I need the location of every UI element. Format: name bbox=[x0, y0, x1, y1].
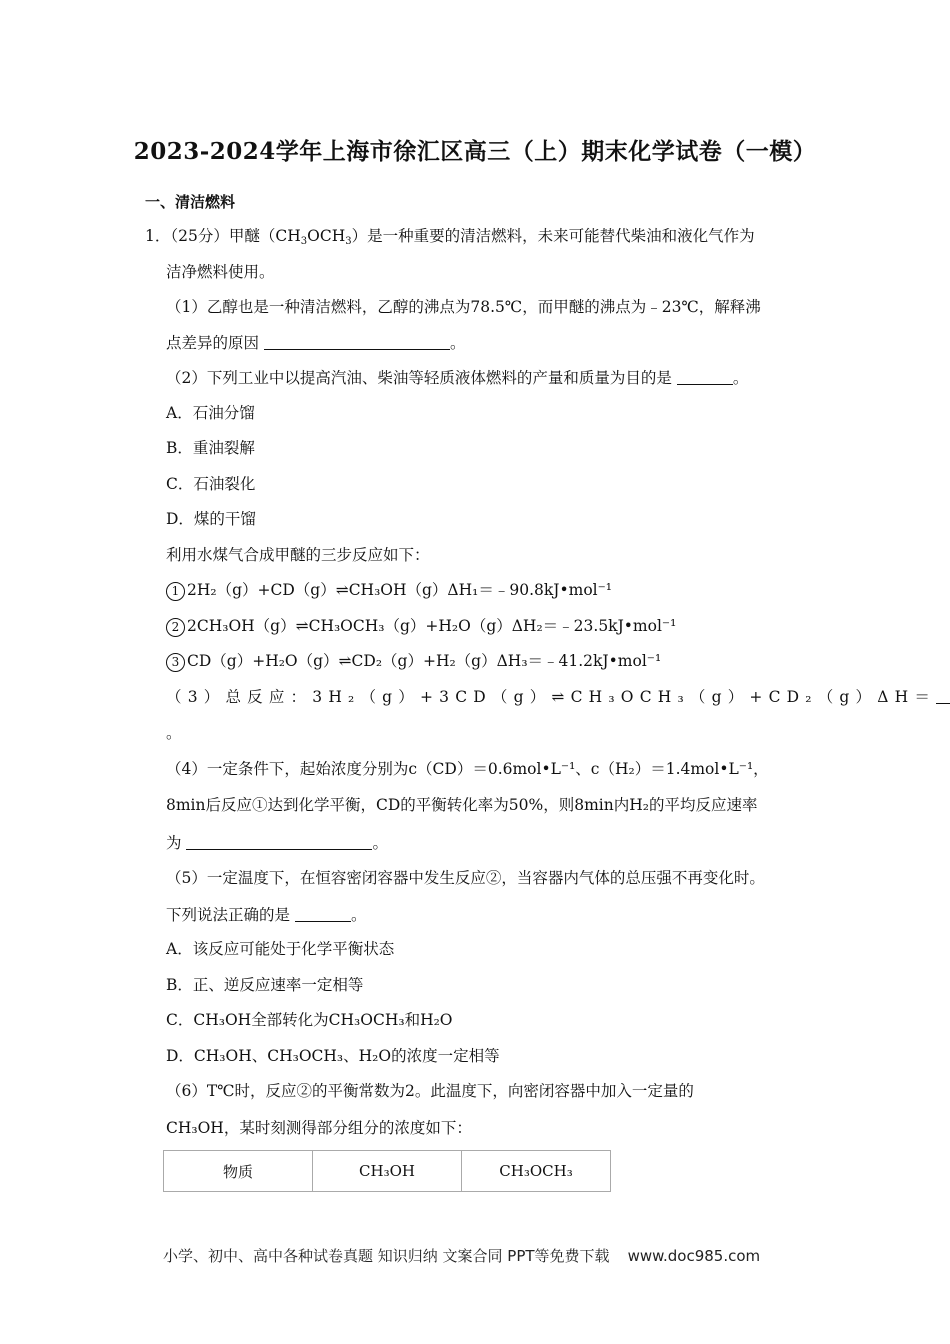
part-5-text: 下列说法正确的是 bbox=[166, 906, 291, 924]
question-1-intro-line2: 洁净燃料使用。 bbox=[166, 263, 275, 281]
part-3-text: （3）总反应：3H₂（g）+3CD（g）⇌CH₃OCH₃（g）+CD₂（g）ΔH＝ bbox=[166, 688, 937, 706]
formula-part: OCH bbox=[307, 227, 346, 245]
part-4-line3: 为 。 bbox=[166, 834, 388, 852]
steps-intro: 利用水煤气合成甲醚的三步反应如下： bbox=[166, 546, 430, 564]
option-a: A．该反应可能处于化学平衡状态 bbox=[166, 940, 395, 958]
option-a: A．石油分馏 bbox=[166, 404, 255, 422]
reaction-1-text: 2H₂（g）+CD（g）⇌CH₃OH（g）ΔH₁＝﹣90.8kJ•mol⁻¹ bbox=[187, 581, 613, 599]
answer-blank[interactable] bbox=[936, 689, 950, 704]
exam-title: 2023-2024学年上海市徐汇区高三（上）期末化学试卷（一模） bbox=[133, 138, 817, 165]
concentration-table bbox=[163, 1150, 611, 1192]
part-1-line2: 点差异的原因 。 bbox=[166, 334, 466, 352]
question-1-intro: 1．（25分）甲醚$(CH_3OCH_3)$是一种重要的清洁燃料，未来可能替代柴油和液化气作为 bbox=[145, 227, 755, 247]
part-2-text: （2）下列工业中以提高汽油、柴油等轻质液体燃料的产量和质量为目的是 bbox=[166, 369, 672, 387]
circle-number-3: 3 bbox=[166, 653, 185, 672]
part-4-line1: （4）一定条件下，起始浓度分别为c（CD）＝0.6mol•L⁻¹、c（H₂）＝1.4mol•L⁻¹， bbox=[166, 760, 769, 778]
part-2: （2）下列工业中以提高汽油、柴油等轻质液体燃料的产量和质量为目的是 。 bbox=[166, 369, 749, 387]
part-4-line2: 8min后反应①达到化学平衡，CD的平衡转化率为50%，则8min内H₂的平均反应速率 bbox=[166, 796, 758, 814]
reaction-2 bbox=[166, 616, 676, 637]
circle-number-1: 1 bbox=[166, 582, 185, 601]
option-d: D．CH₃OH、CH₃OCH₃、H₂O的浓度一定相等 bbox=[166, 1047, 500, 1065]
answer-blank[interactable] bbox=[295, 907, 351, 922]
part-5-line1: （5）一定温度下，在恒容密闭容器中发生反应②，当容器内气体的总压强不再变化时。 bbox=[166, 869, 765, 887]
part-6-line1: （6）T℃时，反应②的平衡常数为2。此温度下，向密闭容器中加入一定量的 bbox=[166, 1082, 694, 1100]
option-b: B．重油裂解 bbox=[166, 439, 255, 457]
table-header-cell: CH₃OH bbox=[313, 1151, 462, 1192]
part-3-end: 。 bbox=[166, 724, 182, 742]
section-heading: 一、清洁燃料 bbox=[145, 193, 236, 211]
question-intro-rest: ）是一种重要的清洁燃料，未来可能替代柴油和液化气作为 bbox=[351, 227, 755, 245]
option-c: C．石油裂化 bbox=[166, 475, 256, 493]
circle-number-2: 2 bbox=[166, 618, 185, 637]
table-header-cell: CH₃OCH₃ bbox=[462, 1151, 611, 1192]
answer-blank[interactable] bbox=[186, 835, 372, 850]
reaction-2-text: 2CH₃OH（g）⇌CH₃OCH₃（g）+H₂O（g）ΔH₂＝﹣23.5kJ•mol⁻¹ bbox=[187, 617, 677, 635]
footer bbox=[163, 1245, 760, 1266]
table-row bbox=[164, 1151, 611, 1192]
option-b: B．正、逆反应速率一定相等 bbox=[166, 976, 364, 994]
option-d: D．煤的干馏 bbox=[166, 510, 256, 528]
answer-blank[interactable] bbox=[264, 335, 450, 350]
question-number: 1． bbox=[145, 227, 171, 245]
reaction-3-text: CD（g）+H₂O（g）⇌CD₂（g）+H₂（g）ΔH₃＝﹣41.2kJ•mol⁻¹ bbox=[187, 652, 662, 670]
option-c: C．CH₃OH全部转化为CH₃OCH₃和H₂O bbox=[166, 1011, 453, 1029]
part-4-text: 为 bbox=[166, 834, 182, 852]
part-5-line2: 下列说法正确的是 。 bbox=[166, 906, 367, 924]
table-header-cell: 物质 bbox=[164, 1151, 313, 1192]
reaction-3 bbox=[166, 651, 661, 672]
answer-blank[interactable] bbox=[677, 370, 733, 385]
formula-part: CH bbox=[275, 227, 301, 245]
question-score: （25分）甲醚（ bbox=[170, 227, 276, 245]
part-1-text: 点差异的原因 bbox=[166, 334, 260, 352]
footer-url[interactable]: www.doc985.com bbox=[627, 1247, 761, 1265]
footer-text: 小学、初中、高中各种试卷真题 知识归纳 文案合同 PPT等免费下载 bbox=[163, 1247, 610, 1265]
part-1-line1: （1）乙醇也是一种清洁燃料，乙醇的沸点为78.5℃，而甲醚的沸点为﹣23℃，解释沸 bbox=[166, 298, 761, 316]
reaction-1 bbox=[166, 580, 612, 601]
part-6-line2: CH₃OH，某时刻测得部分组分的浓度如下： bbox=[166, 1119, 472, 1137]
part-3 bbox=[166, 687, 950, 707]
